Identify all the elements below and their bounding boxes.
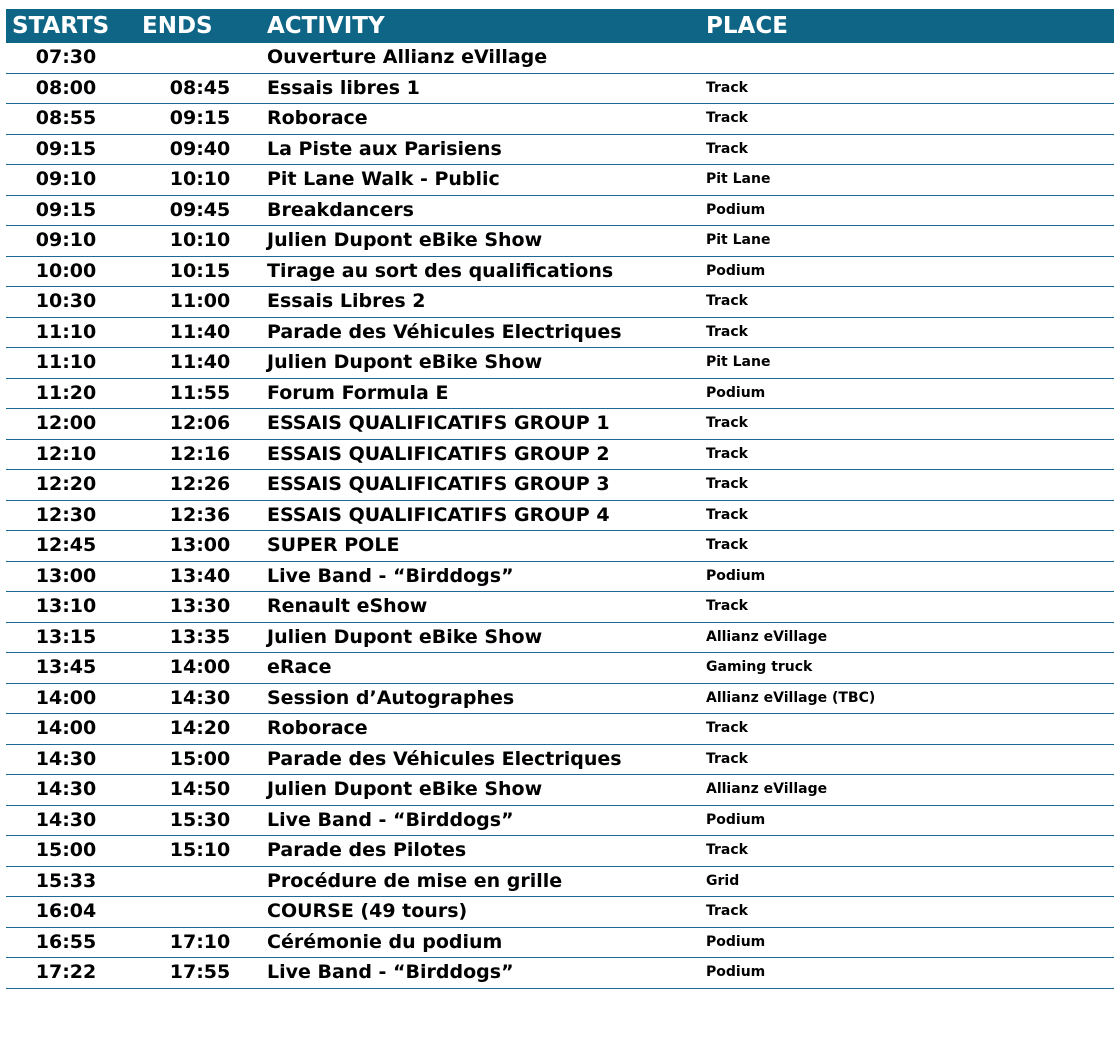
table-row [6,562,1114,593]
table-row [6,623,1114,654]
table-row [6,165,1114,196]
schedule-table [6,9,1114,989]
table-row [6,745,1114,776]
table-row [6,104,1114,135]
place-name: Pit Lane [706,171,771,187]
table-row [6,775,1114,806]
activity-name: Tirage au sort des qualifications [267,259,614,282]
activity-name: Roborace [267,107,368,129]
end-time: 12:36 [169,503,231,526]
activity-name: Parade des Véhicules Electriques [267,320,622,343]
table-row [6,74,1114,105]
table-row [6,135,1114,166]
header-starts: STARTS [12,13,110,39]
start-time: 16:04 [35,900,97,922]
end-time: 10:10 [169,168,231,190]
table-row [6,409,1114,440]
end-time: 12:06 [169,412,231,434]
table-row [6,714,1114,745]
end-time: 11:00 [169,290,231,312]
start-time: 07:30 [35,46,97,68]
start-time: 15:33 [35,869,97,892]
activity-name: Parade des Pilotes [267,839,467,861]
start-time: 13:10 [35,595,97,617]
end-time: 14:50 [169,778,231,800]
place-name: Track [706,903,748,919]
activity-name: Essais Libres 2 [267,290,426,312]
place-name: Pit Lane [706,232,771,248]
table-row [6,806,1114,837]
table-row [6,897,1114,928]
activity-name: COURSE (49 tours) [267,900,468,922]
start-time: 12:30 [35,503,97,526]
start-time: 14:30 [35,747,97,770]
table-row [6,226,1114,257]
activity-name: Pit Lane Walk - Public [267,168,500,190]
end-time: 15:10 [169,839,231,861]
end-time: 14:00 [169,656,231,678]
end-time: 12:26 [169,473,231,495]
end-time: 13:35 [169,625,231,648]
end-time: 15:30 [169,808,231,831]
activity-name: Live Band - “Birddogs” [267,564,514,587]
start-time: 09:15 [35,198,97,221]
place-name: Allianz eVillage [706,781,828,797]
activity-name: Roborace [267,717,368,739]
header-ends: ENDS [142,13,213,39]
place-name: Allianz eVillage [706,628,828,645]
activity-name: Julien Dupont eBike Show [267,778,543,800]
table-row [6,653,1114,684]
activity-name: Ouverture Allianz eVillage [267,46,548,68]
activity-name: Julien Dupont eBike Show [267,229,543,251]
table-row [6,531,1114,562]
end-time: 08:45 [169,76,231,99]
activity-name: Live Band - “Birddogs” [267,808,514,831]
table-row [6,257,1114,288]
table-body [6,43,1114,989]
end-time: 10:15 [169,259,231,282]
end-time: 10:10 [169,229,231,251]
activity-name: SUPER POLE [267,534,400,556]
place-name: Track [706,415,748,431]
table-row [6,928,1114,959]
place-name: Track [706,323,748,340]
place-name: Podium [706,384,766,401]
end-time: 12:16 [169,442,231,465]
end-time: 11:40 [169,351,231,373]
end-time: 09:45 [169,198,231,221]
table-row [6,440,1114,471]
place-name: Track [706,537,748,553]
end-time: 14:30 [169,686,231,709]
start-time: 15:00 [35,839,97,861]
end-time: 13:40 [169,564,231,587]
table-row [6,318,1114,349]
place-name: Track [706,720,748,736]
activity-name: Procédure de mise en grille [267,869,563,892]
place-name: Grid [706,872,740,889]
start-time: 14:30 [35,808,97,831]
start-time: 12:20 [35,473,97,495]
start-time: 14:00 [35,686,97,709]
end-time: 17:55 [169,961,231,983]
place-name: Track [706,842,748,858]
place-name: Podium [706,811,766,828]
table-row [6,379,1114,410]
start-time: 10:00 [35,259,97,282]
activity-name: Forum Formula E [267,381,449,404]
place-name: Pit Lane [706,354,771,370]
start-time: 12:00 [35,412,97,434]
start-time: 11:20 [35,381,97,404]
activity-name: Julien Dupont eBike Show [267,625,543,648]
activity-name: eRace [267,656,332,678]
start-time: 13:45 [35,656,97,678]
activity-name: ESSAIS QUALIFICATIFS GROUP 2 [267,442,610,465]
start-time: 13:00 [35,564,97,587]
header-activity: ACTIVITY [267,13,385,39]
activity-name: Live Band - “Birddogs” [267,961,514,983]
place-name: Track [706,598,748,614]
activity-name: Session d’Autographes [267,686,515,709]
start-time: 14:00 [35,717,97,739]
table-row [6,958,1114,989]
end-time: 11:40 [169,320,231,343]
place-name: Podium [706,262,766,279]
table-row [6,196,1114,227]
activity-name: ESSAIS QUALIFICATIFS GROUP 4 [267,503,610,526]
table-row [6,43,1114,74]
place-name: Track [706,79,748,96]
table-row [6,592,1114,623]
place-name: Track [706,293,748,309]
start-time: 09:10 [35,168,97,190]
header-place: PLACE [706,13,788,39]
place-name: Track [706,506,748,523]
place-name: Track [706,445,748,462]
start-time: 11:10 [35,320,97,343]
activity-name: Breakdancers [267,198,414,221]
activity-name: Cérémonie du podium [267,930,503,953]
table-row [6,836,1114,867]
table-row [6,348,1114,379]
start-time: 08:55 [35,107,97,129]
start-time: 09:10 [35,229,97,251]
end-time: 11:55 [169,381,231,404]
activity-name: Parade des Véhicules Electriques [267,747,622,770]
activity-name: ESSAIS QUALIFICATIFS GROUP 3 [267,473,610,495]
place-name: Podium [706,964,766,980]
place-name: Podium [706,201,766,218]
end-time: 13:30 [169,595,231,617]
start-time: 11:10 [35,351,97,373]
place-name: Track [706,476,748,492]
start-time: 09:15 [35,137,97,160]
end-time: 09:15 [169,107,231,129]
place-name: Track [706,140,748,157]
start-time: 08:00 [35,76,97,99]
activity-name: Renault eShow [267,595,428,617]
activity-name: La Piste aux Parisiens [267,137,502,160]
start-time: 17:22 [35,961,97,983]
place-name: Podium [706,933,766,950]
place-name: Allianz eVillage (TBC) [706,689,876,706]
start-time: 12:45 [35,534,97,556]
table-row [6,287,1114,318]
start-time: 14:30 [35,778,97,800]
start-time: 16:55 [35,930,97,953]
table-row [6,470,1114,501]
activity-name: Essais libres 1 [267,76,420,99]
table-row [6,684,1114,715]
end-time: 09:40 [169,137,231,160]
place-name: Track [706,110,748,126]
place-name: Gaming truck [706,659,813,675]
table-header [6,9,1114,43]
start-time: 10:30 [35,290,97,312]
end-time: 14:20 [169,717,231,739]
table-row [6,501,1114,532]
end-time: 13:00 [169,534,231,556]
end-time: 15:00 [169,747,231,770]
activity-name: ESSAIS QUALIFICATIFS GROUP 1 [267,412,610,434]
end-time: 17:10 [169,930,231,953]
start-time: 12:10 [35,442,97,465]
table-row [6,867,1114,898]
place-name: Track [706,750,748,767]
place-name: Podium [706,567,766,584]
start-time: 13:15 [35,625,97,648]
activity-name: Julien Dupont eBike Show [267,351,543,373]
